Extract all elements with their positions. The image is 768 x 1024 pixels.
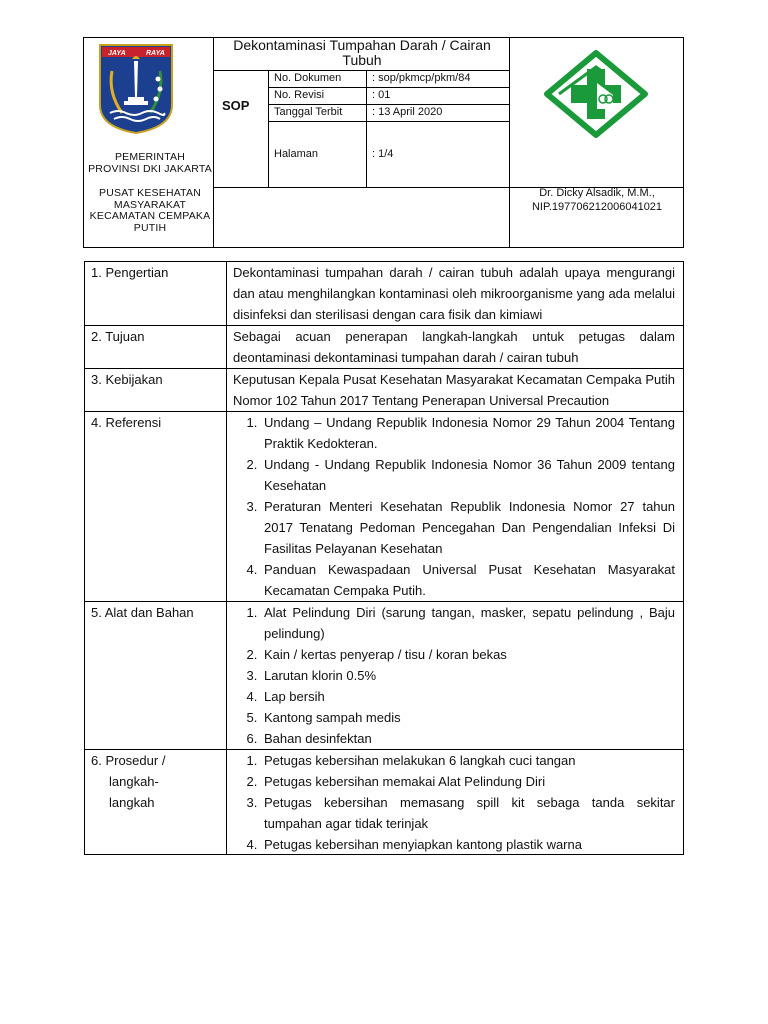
sop-content-table	[84, 261, 684, 855]
section-text: Sebagai acuan penerapan langkah-langkah untuk petugas dalam deontaminasi dekontaminasi tumpahan darah / cairan tubuh	[227, 326, 684, 369]
section-list-cell	[227, 750, 684, 855]
reference-list	[233, 412, 675, 601]
section-row-tujuan	[85, 326, 684, 369]
meta-label-no-dokumen: No. Dokumen	[274, 72, 342, 84]
list-item: 1. Undang – Undang Republik Indonesia Nomor 29 Tahun 2004 Tentang Praktik Kedokteran.	[261, 412, 675, 454]
header-border-right	[683, 37, 684, 248]
section-row-pengertian	[85, 262, 684, 326]
section-label-line: 6. Prosedur /	[91, 753, 166, 768]
list-item: 1. Petugas kebersihan melakukan 6 langkah cuci tangan	[261, 750, 675, 771]
header-divider-2	[509, 37, 510, 248]
list-item: 3. Peraturan Menteri Kesehatan Republik Indonesia Nomor 27 tahun 2017 Tenatang Pedoman Pencegahan Dan Pengendalian Infeksi Di Fasilitas Pelayanan Kesehatan	[261, 496, 675, 559]
section-row-referensi	[85, 412, 684, 602]
list-item: 5. Kantong sampah medis	[261, 707, 675, 728]
svg-text:RAYA: RAYA	[146, 50, 165, 57]
section-text: Dekontaminasi tumpahan darah / cairan tubuh adalah upaya mengurangi dan atau menghilangkan kontaminasi oleh mikroorganisme yang ada melalui disinfeksi dan sterilisasi dengan cara fisik dan kimiawi	[227, 262, 684, 326]
org-government-label: PEMERINTAH PROVINSI DKI JAKARTA	[88, 151, 212, 175]
section-label	[85, 750, 227, 855]
section-label: 2. Tujuan	[85, 326, 227, 369]
section-text: Keputusan Kepala Pusat Kesehatan Masyarakat Kecamatan Cempaka Putih Nomor 102 Tahun 2017 Tentang Penerapan Universal Precaution	[227, 369, 684, 412]
section-list-cell	[227, 602, 684, 750]
list-item: 4. Petugas kebersihan menyiapkan kantong plastik warna	[261, 834, 675, 854]
section-row-kebijakan	[85, 369, 684, 412]
section-label: 4. Referensi	[85, 412, 227, 602]
header-title-divider	[213, 70, 509, 71]
meta-label-halaman: Halaman	[274, 148, 319, 160]
document-title: Dekontaminasi Tumpahan Darah / Cairan Tubuh	[233, 37, 491, 68]
section-list-cell	[227, 412, 684, 602]
meta-value-no-dokumen: : sop/pkmcp/pkm/84	[372, 72, 471, 84]
list-item: 4. Lap bersih	[261, 686, 675, 707]
signatory-name: Dr. Dicky Alsadik, M.M.,	[539, 187, 655, 199]
puskesmas-logo-icon	[541, 49, 651, 139]
section-row-alat-bahan	[85, 602, 684, 750]
meta-label-tanggal-terbit: Tanggal Terbit	[274, 106, 343, 118]
tools-list	[233, 602, 675, 749]
list-item: 2. Kain / kertas penyerap / tisu / koran bekas	[261, 644, 675, 665]
section-label: 1. Pengertian	[85, 262, 227, 326]
meta-value-halaman: : 1/4	[372, 148, 394, 160]
header-divider-1	[213, 37, 214, 248]
list-item: 2. Undang - Undang Republik Indonesia Nomor 36 Tahun 2009 tentang Kesehatan	[261, 454, 675, 496]
procedure-list	[233, 750, 675, 854]
list-item: 2. Petugas kebersihan memakai Alat Pelindung Diri	[261, 771, 675, 792]
dki-jakarta-crest-icon	[98, 43, 174, 135]
meta-value-no-revisi: : 01	[372, 89, 391, 101]
section-row-prosedur	[85, 750, 684, 855]
header-border-left	[83, 37, 84, 248]
section-label: 5. Alat dan Bahan	[85, 602, 227, 750]
meta-row-line-1	[268, 87, 509, 88]
meta-value-tanggal-terbit: : 13 April 2020	[372, 106, 443, 118]
list-item: 1. Alat Pelindung Diri (sarung tangan, masker, sepatu pelindung , Baju pelindung)	[261, 602, 675, 644]
section-label: 3. Kebijakan	[85, 369, 227, 412]
section-label-line: langkah-	[109, 774, 159, 789]
list-item: 6. Bahan desinfektan	[261, 728, 675, 749]
section-label-line: langkah	[109, 795, 155, 810]
list-item: 4. Panduan Kewaspadaan Universal Pusat Kesehatan Masyarakat Kecamatan Cempaka Putih.	[261, 559, 675, 601]
meta-label-no-revisi: No. Revisi	[274, 89, 325, 101]
list-item: 3. Petugas kebersihan memasang spill kit sebaga tanda sekitar tumpahan agar tidak terinjak	[261, 792, 675, 834]
header-border-bottom	[83, 247, 684, 248]
signatory-block	[512, 186, 682, 214]
svg-text:JAYA: JAYA	[108, 50, 126, 57]
meta-row-line-3	[268, 121, 509, 122]
signatory-nip: NIP.197706212006041021	[531, 201, 663, 213]
org-facility-label: PUSAT KESEHATAN MASYARAKAT KECAMATAN CEMPAKA PUTIH	[89, 187, 211, 234]
meta-row-line-2	[268, 104, 509, 105]
list-item: 3. Larutan klorin 0.5%	[261, 665, 675, 686]
sop-label: SOP	[222, 98, 250, 113]
